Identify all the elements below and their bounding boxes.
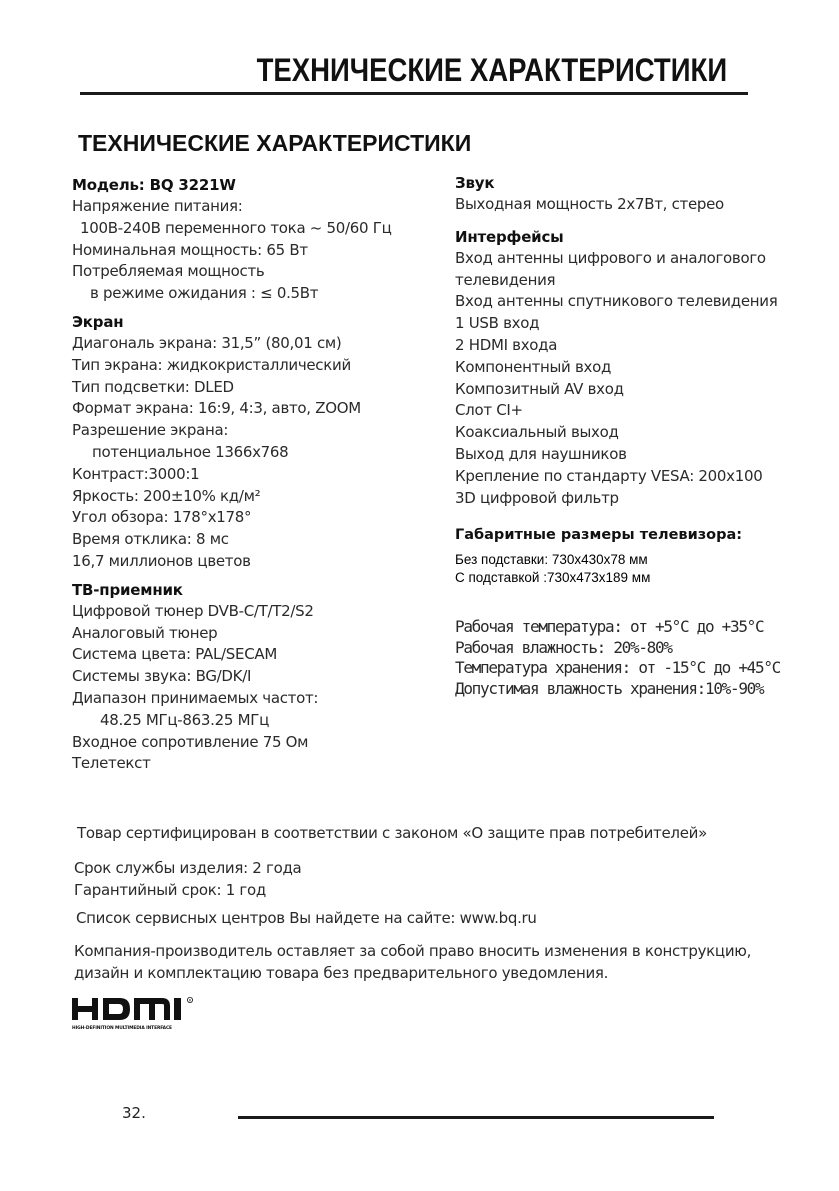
certification-note: Товар сертифицирован в соответствии с законом «О защите прав потребителей» — [77, 824, 707, 842]
screen-spec-line: Яркость: 200±10% кд/м² — [72, 486, 261, 505]
service-centers-note: Список сервисных центров Вы найдете на сайте: www.bq.ru — [76, 909, 537, 927]
right-column — [455, 172, 780, 699]
section-title: ТЕХНИЧЕСКИЕ ХАРАКТЕРИСТИКИ — [78, 130, 472, 156]
tuner-spec-line: Телетекст — [72, 754, 151, 773]
header-divider — [80, 92, 748, 95]
interface-line: 3D цифровой фильтр — [455, 488, 619, 507]
power-supply-value: 100В-240В переменного тока ~ 50/60 Гц — [80, 218, 392, 237]
resolution-value: потенциальное 1366х768 — [92, 442, 289, 461]
tuner-spec-line: Диапазон принимаемых частот: — [72, 688, 319, 707]
screen-spec-line: Тип экрана: жидкокристаллический — [72, 355, 351, 374]
left-column — [72, 174, 392, 775]
svg-text:R: R — [188, 998, 192, 1003]
screen-spec-line: Контраст:3000:1 — [72, 464, 200, 483]
storage-temperature: Температура хранения: от -15°С до +45°С — [455, 658, 780, 678]
screen-spec-line: Угол обзора: 178°х178° — [72, 508, 252, 527]
interface-line: Крепление по стандарту VESA: 200x100 — [455, 466, 763, 485]
screen-spec-line: 16,7 миллионов цветов — [72, 551, 251, 570]
operating-temperature: Рабочая температура: от +5°С до +35°С — [455, 617, 764, 637]
screen-spec-line: Диагональ экрана: 31,5” (80,01 см) — [72, 333, 342, 352]
service-life: Срок службы изделия: 2 года — [74, 859, 302, 877]
screen-spec-line: Время отклика: 8 мс — [72, 530, 229, 549]
operating-humidity: Рабочая влажность: 20%-80% — [455, 637, 672, 657]
dimensions-heading: Габаритные размеры телевизора: — [455, 527, 743, 544]
frequency-value: 48.25 МГц-863.25 МГц — [100, 710, 269, 729]
screen-spec-line: Тип подсветки: DLED — [72, 377, 234, 396]
rated-power: Номинальная мощность: 65 Вт — [72, 240, 308, 259]
tuner-spec-line: Аналоговый тюнер — [72, 623, 218, 642]
interface-line: Слот CI+ — [455, 401, 523, 420]
storage-humidity: Допустимая влажность хранения:10%-90% — [455, 678, 764, 698]
svg-text:HIGH-DEFINITION MULTIMEDIA INT: HIGH-DEFINITION MULTIMEDIA INTERFACE — [72, 1026, 172, 1031]
screen-spec-line: Формат экрана: 16:9, 4:3, авто, ZOOM — [72, 399, 361, 418]
warranty-period: Гарантийный срок: 1 год — [74, 881, 266, 899]
hdmi-logo — [72, 996, 202, 1036]
tuner-spec-line: Цифровой тюнер DVB-C/T/T2/S2 — [72, 601, 314, 620]
footer-divider — [238, 1116, 714, 1119]
disclaimer-line: Компания-производитель оставляет за собой право вносить изменения в конструкцию, — [74, 942, 752, 960]
standby-value: в режиме ожидания : ≤ 0.5Вт — [90, 284, 319, 303]
interface-line: Компонентный вход — [455, 357, 612, 376]
tuner-spec-line: Система цвета: PAL/SECAM — [72, 645, 277, 664]
tuner-heading: ТВ-приемник — [72, 580, 183, 599]
interfaces-heading: Интерфейсы — [455, 227, 564, 246]
screen-heading: Экран — [72, 312, 124, 331]
interface-line: Вход антенны спутникового телевидения — [455, 292, 778, 311]
standby-label: Потребляемая мощность — [72, 262, 265, 281]
sound-heading: Звук — [455, 174, 495, 192]
page-number: 32. — [122, 1104, 146, 1122]
interface-line: 2 HDMI входа — [455, 335, 558, 354]
dimensions-without-stand: Без подставки: 730х430х78 мм — [455, 552, 648, 568]
interface-line: Вход антенны цифрового и аналогового — [455, 248, 766, 267]
hdmi-logo-icon — [72, 996, 202, 1036]
sound-output: Выходная мощность 2х7Вт, стерео — [455, 195, 724, 213]
interface-line: Композитный AV вход — [455, 379, 624, 398]
page-header-title: ТЕХНИЧЕСКИЕ ХАРАКТЕРИСТИКИ — [256, 52, 727, 88]
dimensions-with-stand: С подставкой :730х473х189 мм — [455, 570, 651, 586]
tuner-spec-line: Системы звука: BG/DK/I — [72, 667, 252, 686]
power-supply-label: Напряжение питания: — [72, 197, 243, 215]
model-label: Модель: BQ 3221W — [72, 176, 236, 194]
disclaimer-line: дизайн и комплектацию товара без предварительного уведомления. — [74, 964, 609, 982]
tuner-spec-line: Входное сопротивление 75 Ом — [72, 732, 309, 751]
screen-spec-line: Разрешение экрана: — [72, 421, 229, 440]
interface-line: Выход для наушников — [455, 444, 627, 463]
interface-line: телевидения — [455, 270, 556, 289]
interface-line: 1 USB вход — [455, 314, 540, 333]
interface-line: Коаксиальный выход — [455, 423, 619, 442]
